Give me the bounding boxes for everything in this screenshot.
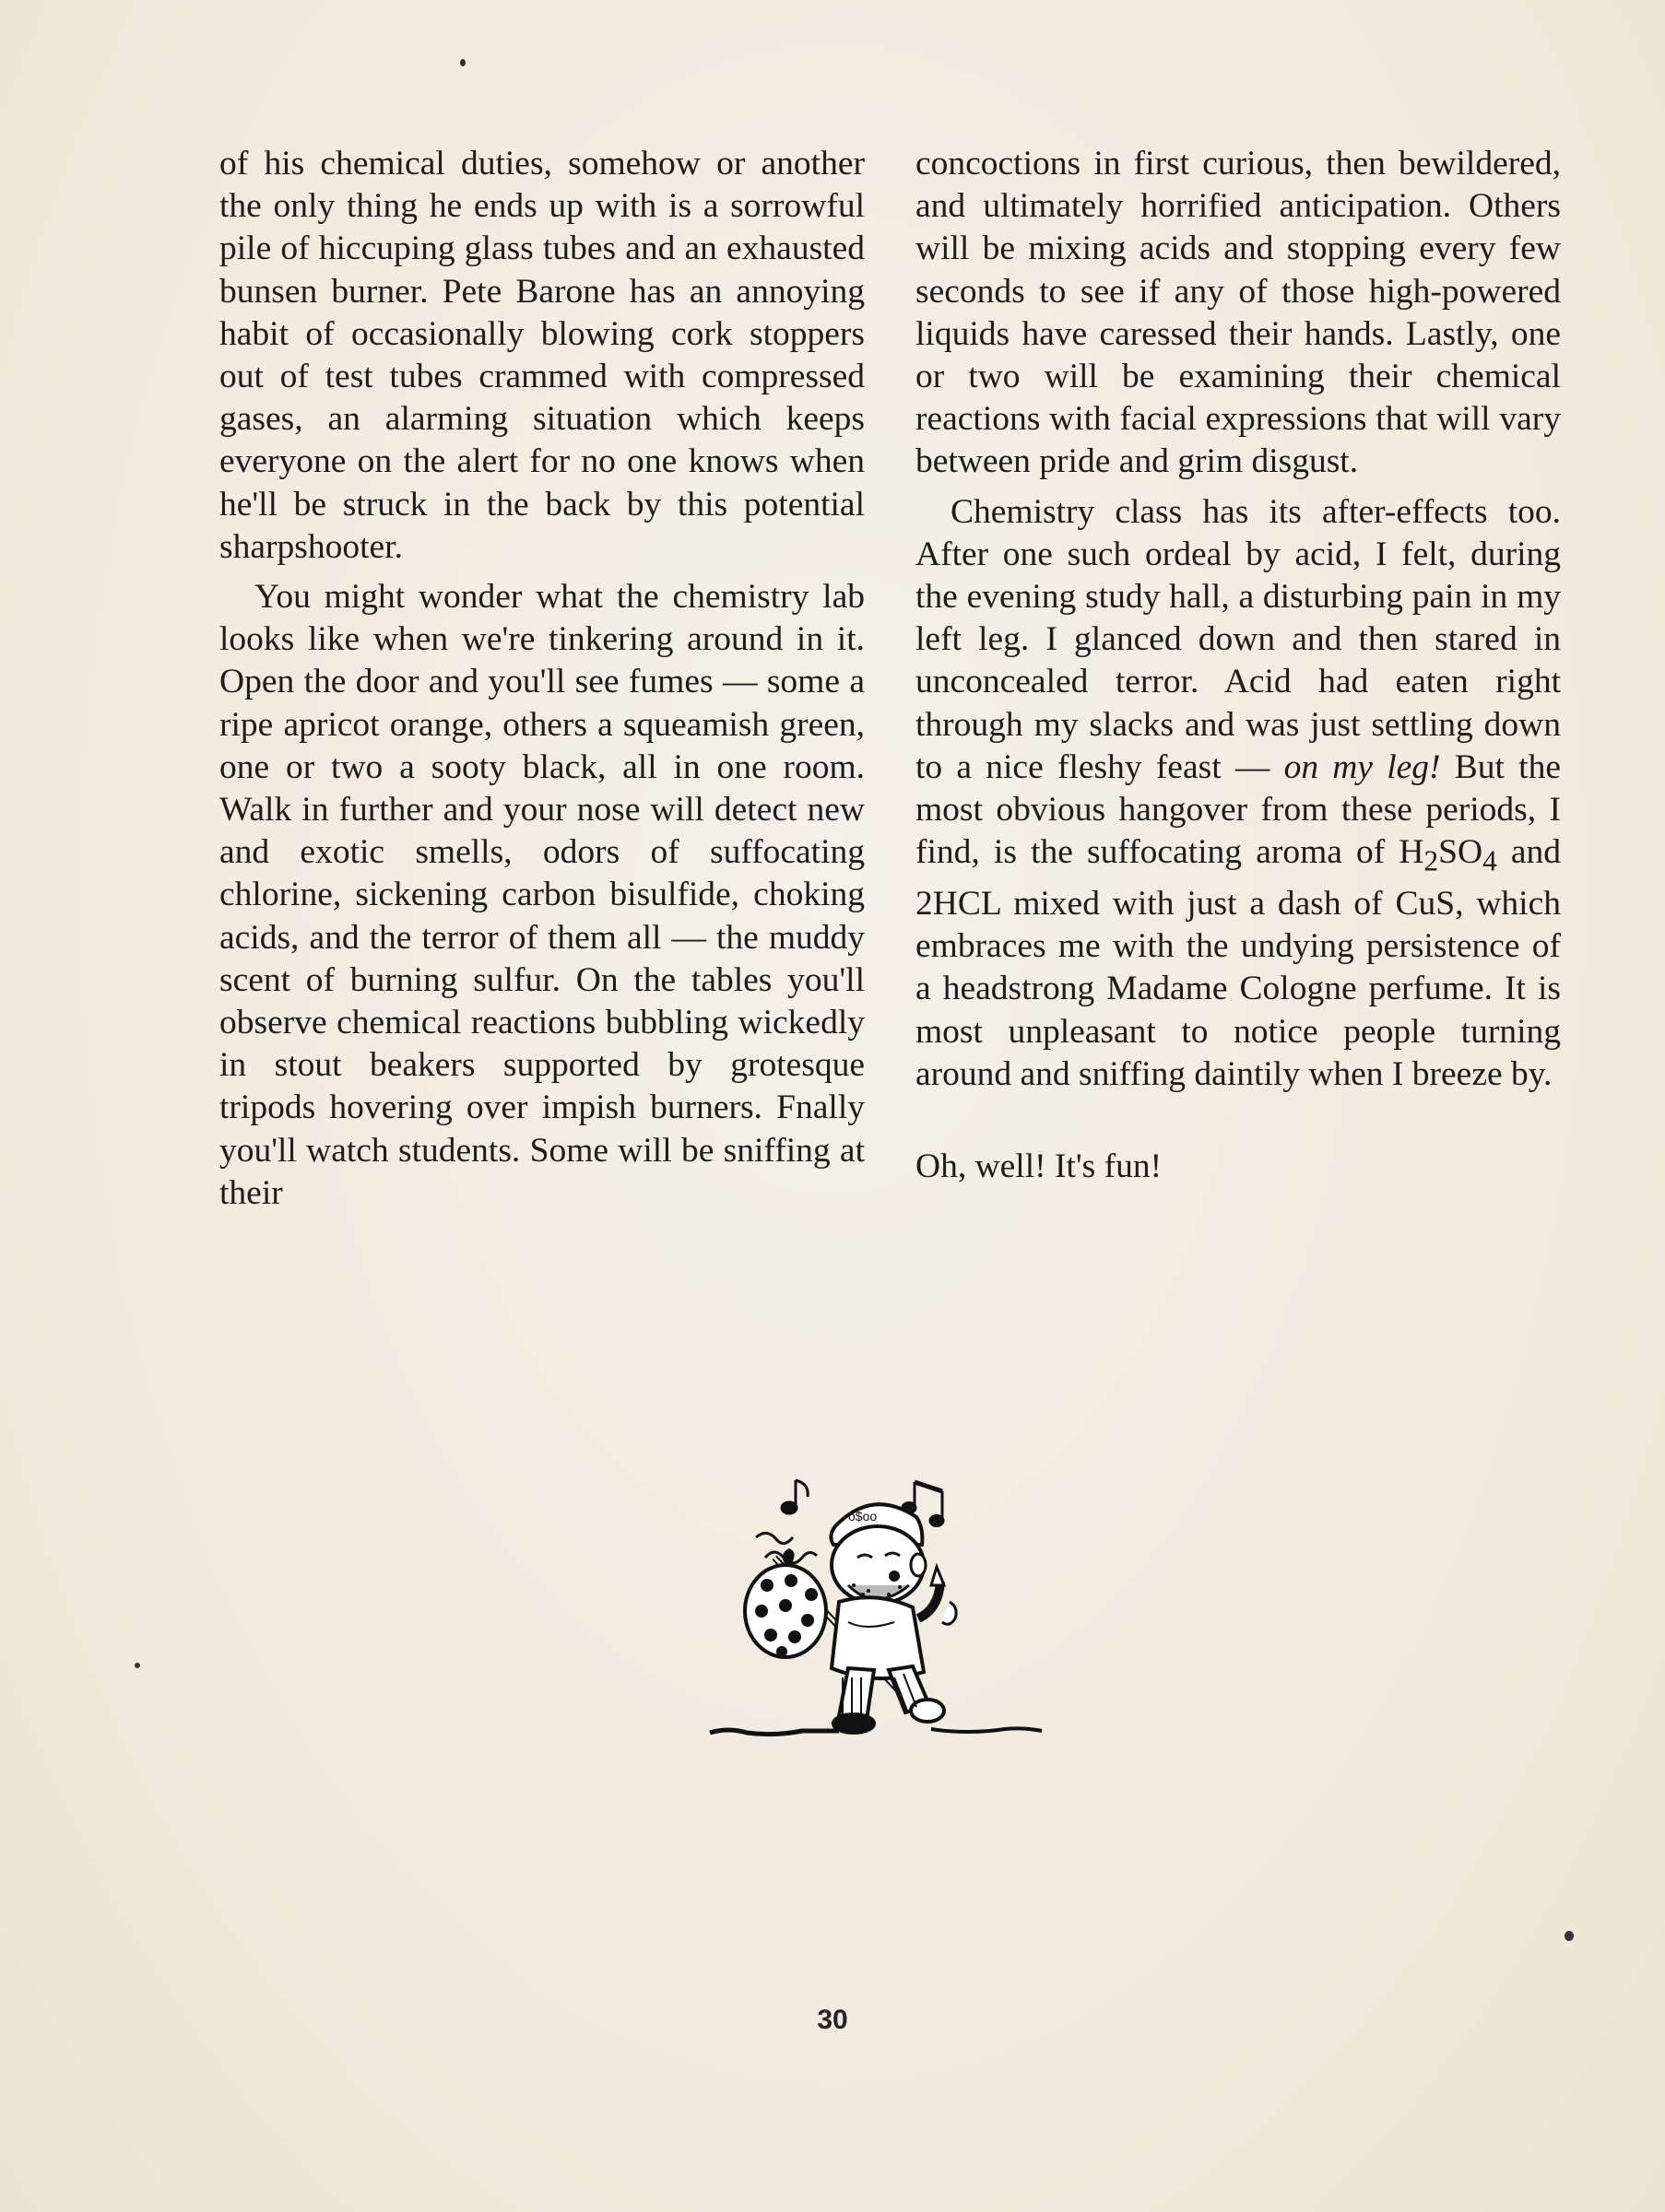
left-paragraph-1: of his chemical duties, somehow or another the only thing he ends up with is a sorrowful pile of hiccuping glass tubes and an exhausted bunsen burner. Pete Barone has an annoying habit of occasionally blowing cork stoppers out of test tubes crammed with compressed gases, an alarming situation which keeps everyone on the alert for no one knows when he'll be struck in the back by this potential sharpshooter.: [219, 145, 865, 566]
paper-speck: [460, 59, 466, 66]
left-paragraph-2: You might wonder what the chemistry lab looks like when we're tinkering around in it. Open the door and you'll see fumes — some a ripe apricot orange, others a squeamish green, one or two a sooty black, all in one room. Walk in further and your nose will detect new and exotic smells, odors of suffocating chlorine, sickening carbon bisulfide, choking acids, and the terror of them all — the muddy scent of burning sulfur. On the tables you'll observe chemical reactions bubbling wickedly in stout beakers supported by grotesque tripods hovering over impish burners. Fnally you'll watch students. Some will be sniffing at their: [219, 578, 865, 1212]
formula-so: SO: [1438, 833, 1483, 872]
page-number: 30: [817, 2005, 848, 2035]
paper-speck: [135, 1663, 140, 1668]
formula-subscript-2: 2: [1423, 844, 1439, 877]
right-paragraph-2-emphasis: on my leg!: [1283, 747, 1441, 786]
left-column: [219, 143, 865, 1215]
right-paragraph-1: concoctions in first curious, then bewildered, and ultimately horrified anticipation. Others will be mixing acids and stopping every few seconds to see if any of those high-powered liquids have caressed their hands. Lastly, one or two will be examining their chemical reactions with facial expressions that will vary between pride and grim disgust.: [915, 145, 1561, 481]
cap-text: o$oo: [848, 1509, 878, 1524]
closing-line: Oh, well! It's fun!: [915, 1147, 1163, 1185]
whistling-hobo-cartoon-icon: [701, 1456, 1125, 1751]
right-paragraph-2-middle: But the most obvious hangover from these periods, I find, is the suffocating aroma of H: [915, 747, 1561, 872]
formula-subscript-4: 4: [1482, 844, 1497, 877]
right-paragraph-2-end: and 2HCL mixed with just a dash of CuS, which embraces me with the undying persistence of a headstrong Madame Cologne perfume. It is most unpleasant to notice people turning around and sniffing daintily when I breeze by.: [915, 833, 1561, 1093]
paper-speck: [1565, 1931, 1574, 1941]
right-paragraph-2: [915, 491, 1561, 1096]
right-column: [915, 143, 1561, 1188]
bindle-bag-icon: [745, 1548, 826, 1657]
right-paragraph-2-start: Chemistry class has its after-effects too. After one such ordeal by acid, I felt, during the evening study hall, a disturbing pain in my left leg. I glanced down and then stared in unconcealed terror. Acid had eaten right through my slacks and was just settling down to a nice fleshy feast —: [915, 492, 1561, 786]
hobo-head: [831, 1504, 926, 1604]
